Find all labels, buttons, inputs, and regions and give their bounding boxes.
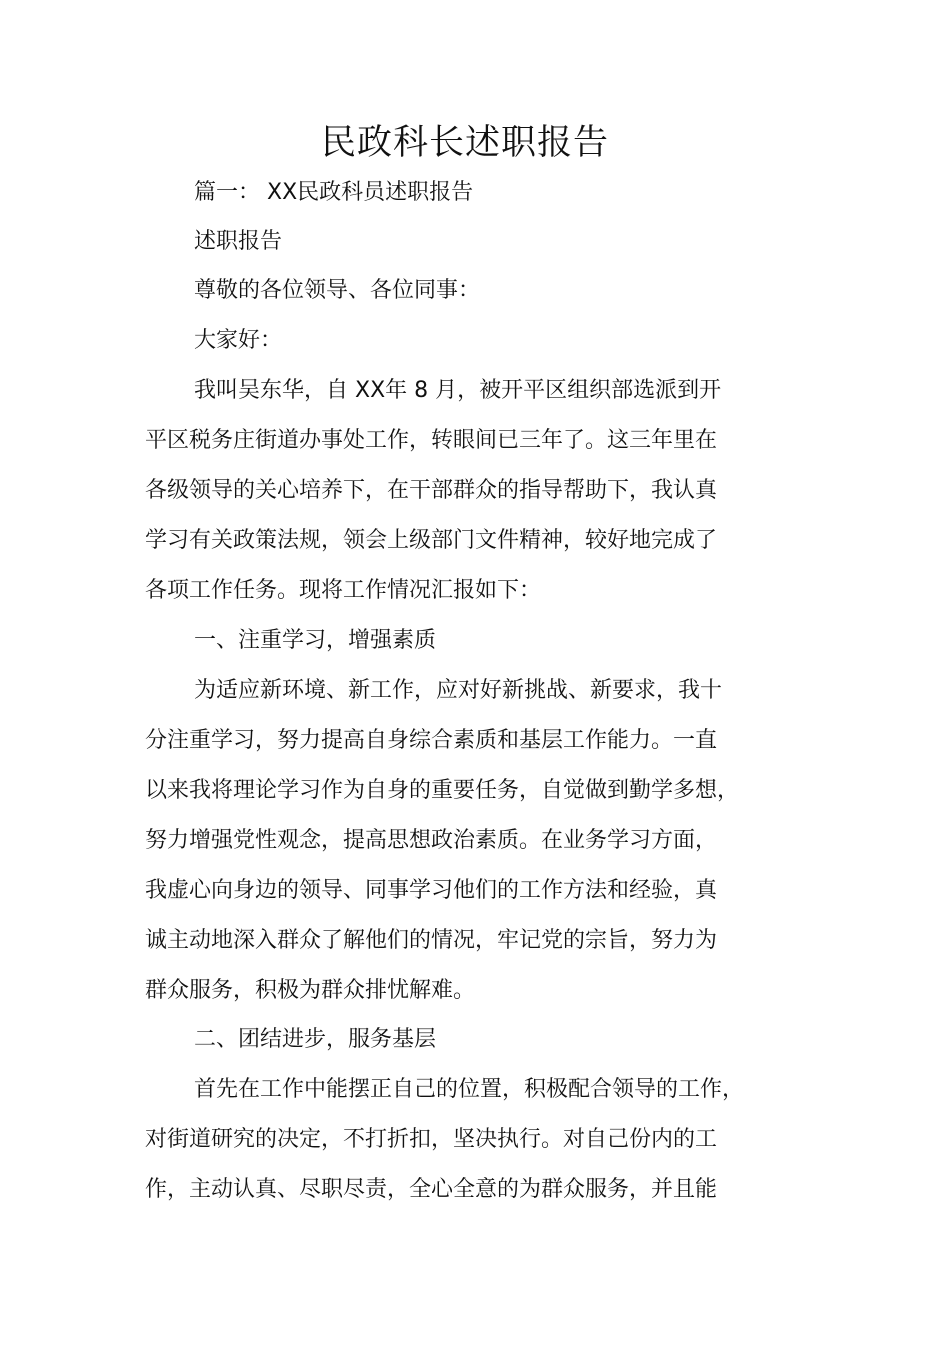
paragraph-line: 我虚心向身边的领导、同事学习他们的工作方法和经验，真 [145, 878, 718, 903]
document-title: 民政科长述职报告 [320, 123, 609, 163]
paragraph-line: 学习有关政策法规，领会上级部门文件精神，较好地完成了 [145, 528, 718, 553]
paragraph-line: 各级领导的关心培养下，在干部群众的指导帮助下，我认真 [145, 478, 718, 503]
report-heading: 述职报告 [194, 229, 283, 254]
paragraph-line: 平区税务庄街道办事处工作，转眼间已三年了。这三年里在 [145, 428, 718, 453]
paragraph-line: 为适应新环境、新工作，应对好新挑战、新要求，我十 [194, 678, 723, 703]
salutation-line: 尊敬的各位领导、各位同事： [194, 278, 481, 303]
paragraph-line: 首先在工作中能摆正自己的位置，积极配合领导的工作， [194, 1077, 745, 1102]
paragraph-line: 以来我将理论学习作为自身的重要任务，自觉做到勤学多想， [145, 778, 740, 803]
section-heading: 二、团结进步，服务基层 [194, 1027, 437, 1052]
paragraph-line: 努力增强党性观念，提高思想政治素质。在业务学习方面， [145, 828, 718, 853]
section-heading: 一、注重学习，增强素质 [194, 628, 437, 653]
subtitle-line: 篇一： XX民政科员述职报告 [194, 180, 474, 205]
paragraph-line: 分注重学习，努力提高自身综合素质和基层工作能力。一直 [145, 728, 718, 753]
paragraph-line: 作，主动认真、尽职尽责，全心全意的为群众服务，并且能 [145, 1177, 718, 1202]
paragraph-line: 诚主动地深入群众了解他们的情况，牢记党的宗旨，努力为 [145, 928, 718, 953]
greeting-line: 大家好： [194, 328, 283, 353]
paragraph-line: 各项工作任务。现将工作情况汇报如下： [145, 578, 542, 603]
paragraph-line: 对街道研究的决定，不打折扣，坚决执行。对自己份内的工 [145, 1127, 718, 1152]
paragraph-line: 群众服务，积极为群众排忧解难。 [145, 978, 476, 1003]
paragraph-line: 我叫吴东华，自 XX年 8 月，被开平区组织部选派到开 [194, 378, 722, 403]
